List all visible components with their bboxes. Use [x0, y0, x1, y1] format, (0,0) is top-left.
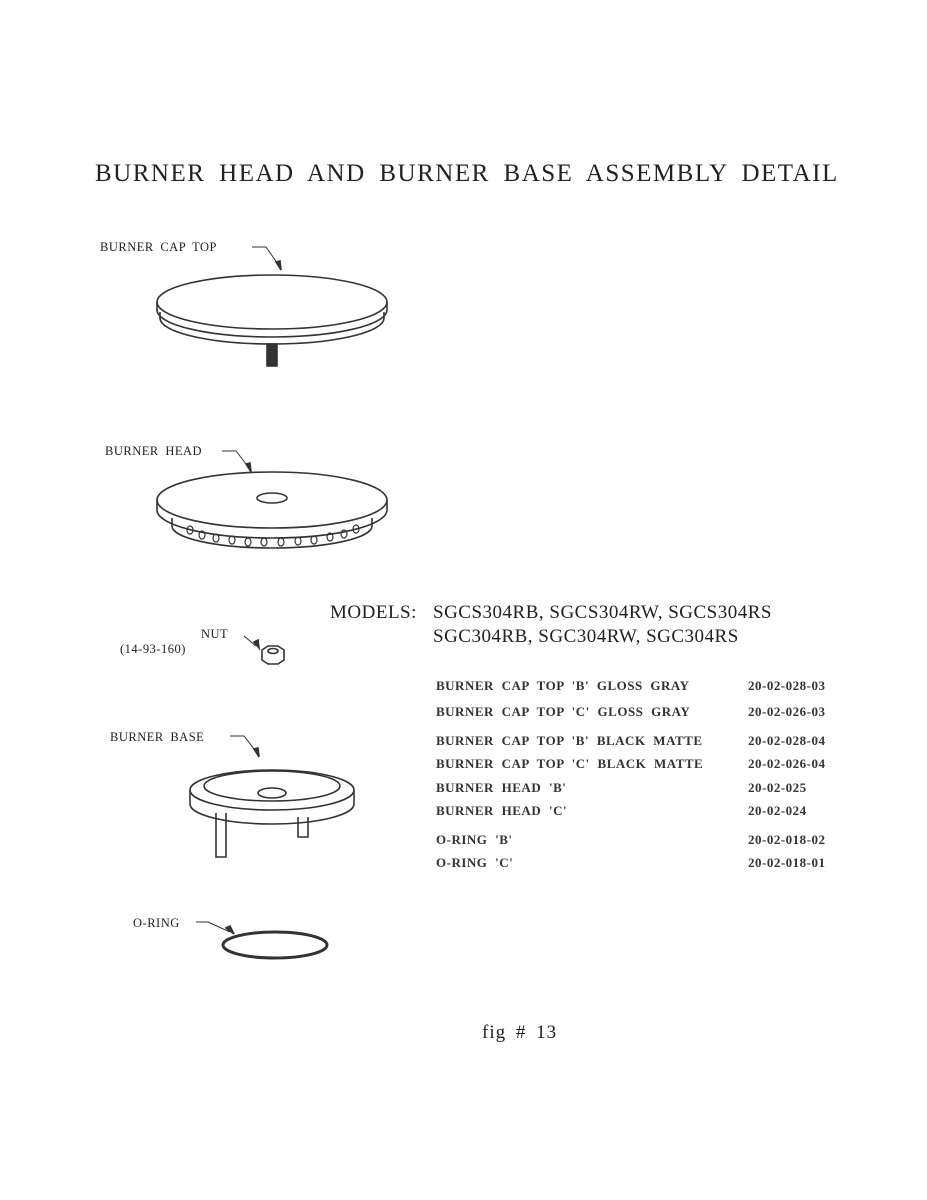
label-nut: NUT	[201, 627, 229, 641]
label-o-ring: O-RING	[133, 916, 180, 930]
burner-base-drawing	[190, 736, 354, 857]
page-title: BURNER HEAD AND BURNER BASE ASSEMBLY DETAIL	[95, 160, 839, 187]
part-number: 20-02-028-04	[748, 733, 826, 748]
part-number: 20-02-028-03	[748, 678, 826, 693]
models-label: MODELS:	[330, 602, 417, 623]
part-description: BURNER CAP TOP 'B' BLACK MATTE	[436, 733, 703, 748]
label-nut-part-number: (14-93-160)	[120, 642, 186, 656]
part-description: BURNER CAP TOP 'C' GLOSS GRAY	[436, 704, 691, 719]
parts-row	[436, 678, 876, 694]
nut-drawing	[244, 636, 284, 664]
o-ring-drawing	[196, 922, 327, 958]
label-burner-base: BURNER BASE	[110, 730, 205, 744]
label-burner-head: BURNER HEAD	[105, 444, 203, 458]
label-burner-cap-top: BURNER CAP TOP	[100, 240, 217, 254]
part-number: 20-02-025	[748, 780, 807, 795]
parts-row	[436, 756, 876, 772]
part-description: BURNER HEAD 'B'	[436, 780, 567, 795]
part-description: BURNER CAP TOP 'C' BLACK MATTE	[436, 756, 704, 771]
models-line-2: SGC304RB, SGC304RW, SGC304RS	[433, 626, 739, 647]
part-number: 20-02-026-03	[748, 704, 826, 719]
parts-row	[436, 855, 876, 871]
parts-row	[436, 733, 876, 749]
burner-head-drawing	[157, 451, 387, 548]
part-number: 20-02-018-02	[748, 832, 826, 847]
part-description: BURNER CAP TOP 'B' GLOSS GRAY	[436, 678, 690, 693]
parts-row	[436, 704, 876, 720]
models-line-1: SGCS304RB, SGCS304RW, SGCS304RS	[433, 602, 772, 623]
parts-row	[436, 803, 876, 819]
part-number: 20-02-018-01	[748, 855, 826, 870]
part-description: O-RING 'B'	[436, 832, 513, 847]
part-description: O-RING 'C'	[436, 855, 514, 870]
part-number: 20-02-026-04	[748, 756, 826, 771]
parts-row	[436, 832, 876, 848]
part-description: BURNER HEAD 'C'	[436, 803, 568, 818]
burner-cap-top-drawing	[157, 247, 387, 366]
figure-caption: fig # 13	[482, 1022, 558, 1043]
part-number: 20-02-024	[748, 803, 807, 818]
parts-row	[436, 780, 876, 796]
